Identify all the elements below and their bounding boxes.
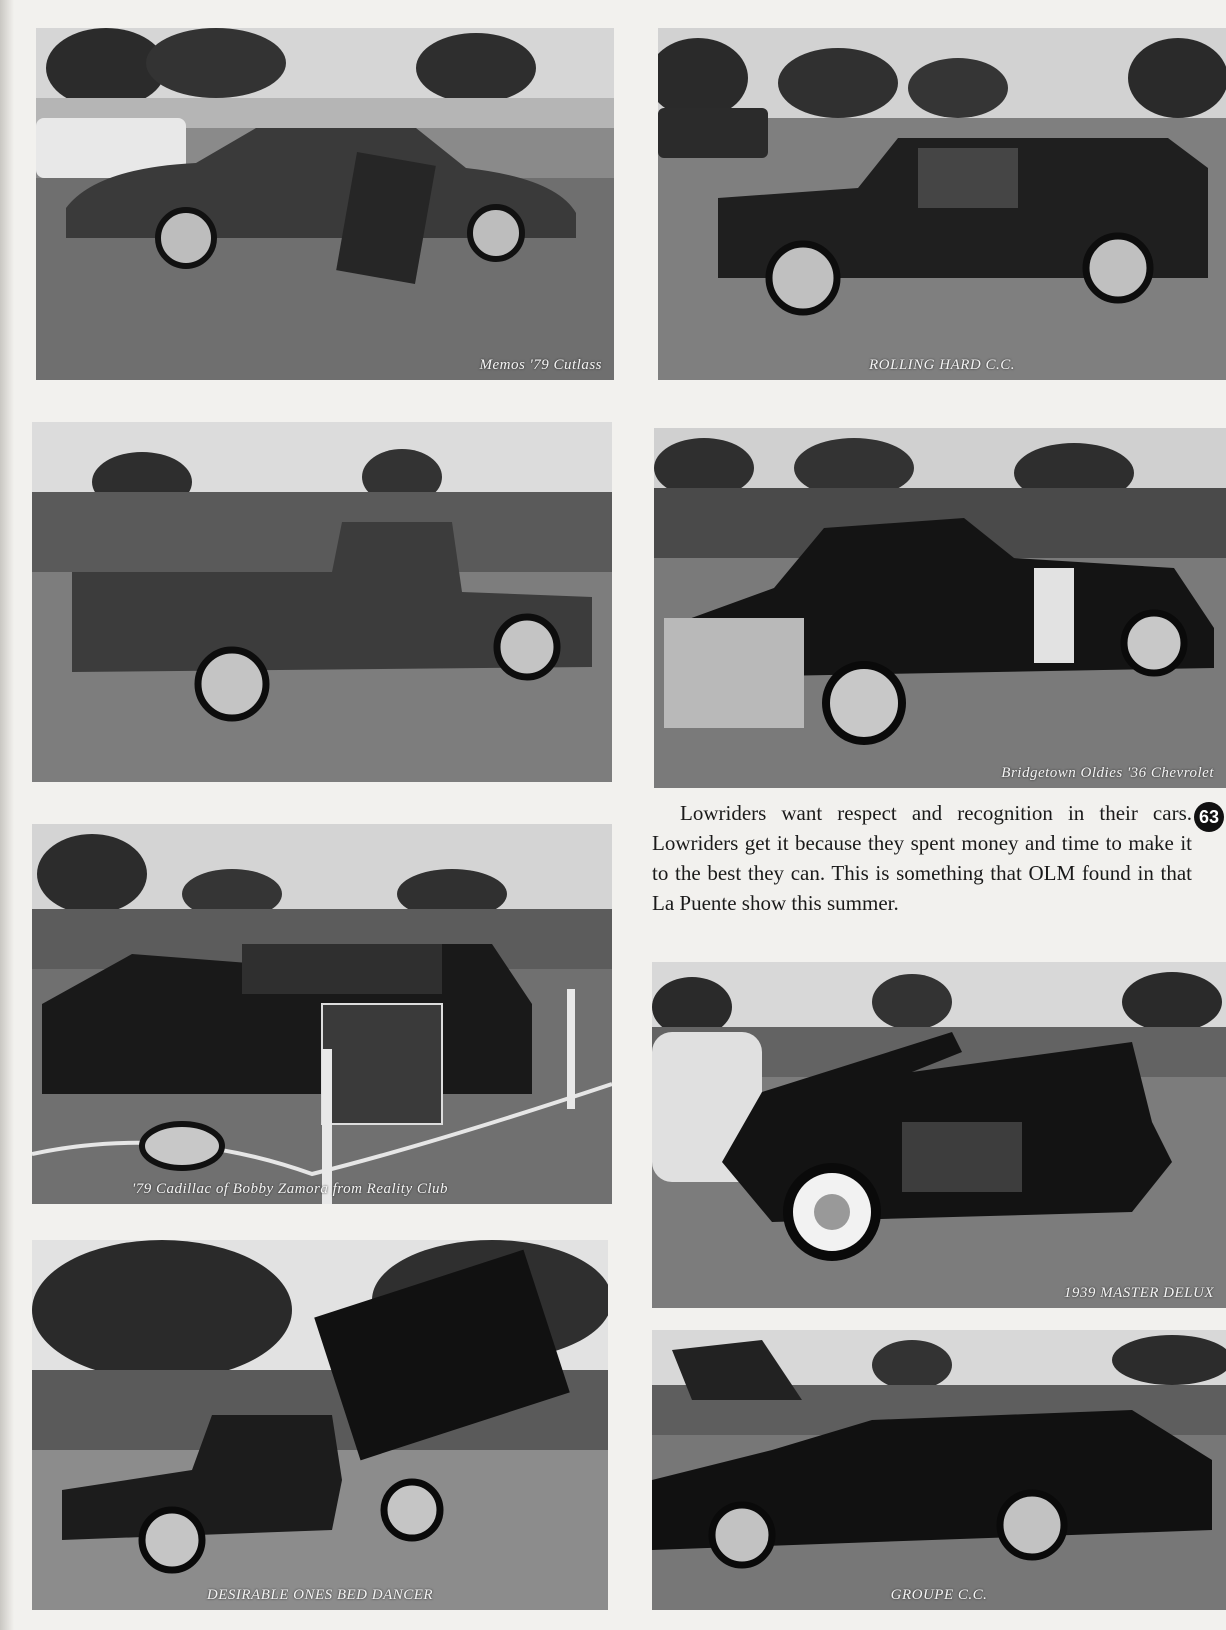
photo-groupe-image (652, 1330, 1226, 1610)
photo-groupe (652, 1330, 1226, 1610)
photo-cutlass (36, 28, 614, 380)
photo-cadillac (32, 824, 612, 1204)
photo-pickup-image (32, 422, 612, 782)
photo-caption: Memos '79 Cutlass (479, 357, 602, 373)
photo-caption: '79 Cadillac of Bobby Zamora from Reality Club (132, 1181, 449, 1197)
photo-bed-dancer (32, 1240, 608, 1610)
photo-cutlass-image (36, 28, 614, 380)
photo-rolling-hard (658, 28, 1226, 380)
photo-master-delux (652, 962, 1226, 1308)
photo-rolling-hard-image (658, 28, 1226, 380)
article-body: Lowriders want respect and recognition in their cars. Lowriders get it because they spent money and time to make it to the best they can. This is something that OLM found in that La Puente show this summer. (652, 801, 1192, 915)
photo-cadillac-image (32, 824, 612, 1204)
photo-bed-dancer-image (32, 1240, 608, 1610)
photo-master-delux-image (652, 962, 1226, 1308)
photo-pickup (32, 422, 612, 782)
photo-caption: GROUPE C.C. (890, 1587, 988, 1603)
photo-caption: Bridgetown Oldies '36 Chevrolet (1001, 765, 1214, 781)
photo-chevrolet-image (654, 428, 1226, 788)
photo-chevrolet (654, 428, 1226, 788)
photo-caption: ROLLING HARD C.C. (868, 357, 1015, 373)
photo-caption: DESIRABLE ONES BED DANCER (206, 1587, 434, 1603)
photo-caption: 1939 MASTER DELUX (1063, 1285, 1214, 1301)
page-binding-edge (0, 0, 14, 1630)
page-number: 63 (1194, 802, 1224, 832)
